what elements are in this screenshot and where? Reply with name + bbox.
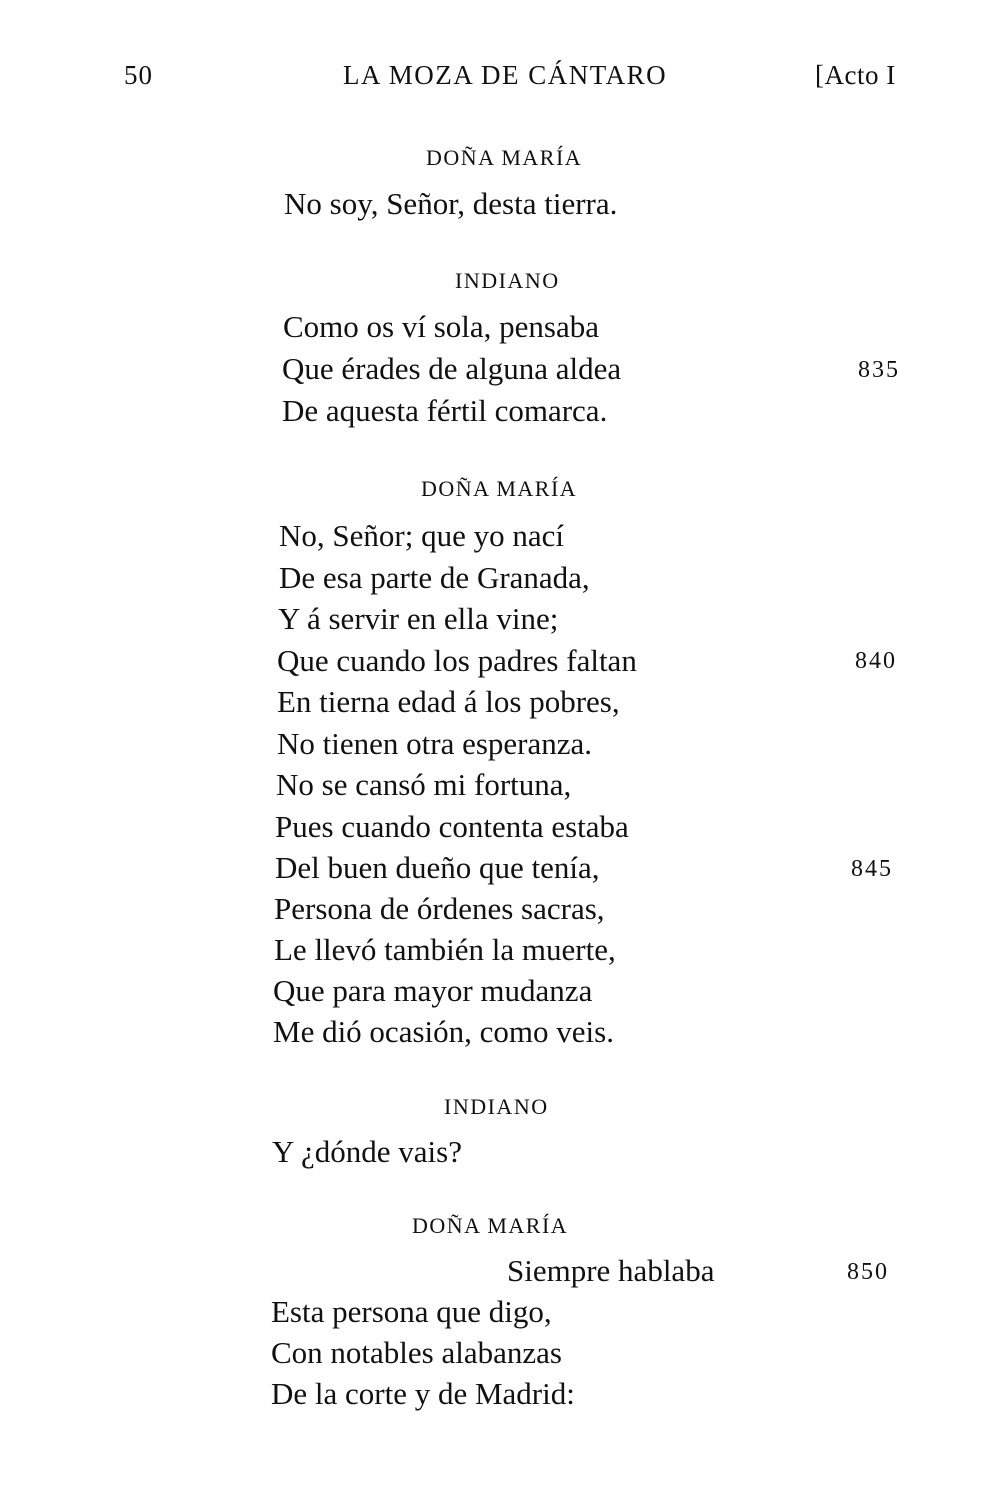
- verse-line: No, Señor; que yo nací: [279, 518, 564, 553]
- line-number: 845: [851, 856, 893, 882]
- verse-line: De esa parte de Granada,: [279, 560, 590, 595]
- verse-line: De la corte y de Madrid:: [271, 1376, 575, 1411]
- verse-line: Y á servir en ella vine;: [278, 601, 559, 636]
- speaker-name: DOÑA MARÍA: [412, 1213, 569, 1238]
- verse-line: En tierna edad á los pobres,: [277, 684, 620, 719]
- verse-line: No soy, Señor, desta tierra.: [284, 186, 618, 221]
- verse-line: Y ¿dónde vais?: [272, 1134, 462, 1169]
- verse-line: Con notables alabanzas: [271, 1335, 562, 1370]
- speaker-name: INDIANO: [444, 1094, 549, 1119]
- verse-line: Me dió ocasión, como veis.: [273, 1014, 614, 1049]
- verse-line: Que cuando los padres faltan: [277, 643, 637, 678]
- verse-line: Que para mayor mudanza: [273, 973, 593, 1008]
- verse-line: Siempre hablaba: [507, 1253, 715, 1288]
- verse-line: Persona de órdenes sacras,: [274, 891, 605, 926]
- verse-line: Le llevó también la muerte,: [274, 932, 616, 967]
- speaker-name: DOÑA MARÍA: [421, 476, 578, 501]
- speaker-name: INDIANO: [455, 268, 560, 293]
- speaker-name: DOÑA MARÍA: [426, 145, 583, 170]
- verse-line: No se cansó mi fortuna,: [276, 767, 572, 802]
- running-title: LA MOZA DE CÁNTARO: [343, 60, 668, 90]
- verse-line: De aquesta fértil comarca.: [282, 393, 608, 428]
- verse-line: Del buen dueño que tenía,: [275, 850, 600, 885]
- line-number: 835: [858, 357, 900, 383]
- page-number: 50: [124, 60, 153, 90]
- act-label: [Acto I: [815, 60, 896, 90]
- line-number: 840: [855, 648, 897, 674]
- verse-line: Pues cuando contenta estaba: [275, 809, 629, 844]
- verse-line: No tienen otra esperanza.: [277, 726, 593, 761]
- verse-line: Como os ví sola, pensaba: [283, 309, 599, 344]
- running-header: [0, 60, 1000, 100]
- verse-line: Que érades de alguna aldea: [282, 351, 622, 386]
- verse-line: Esta persona que digo,: [271, 1294, 552, 1329]
- line-number: 850: [847, 1259, 889, 1285]
